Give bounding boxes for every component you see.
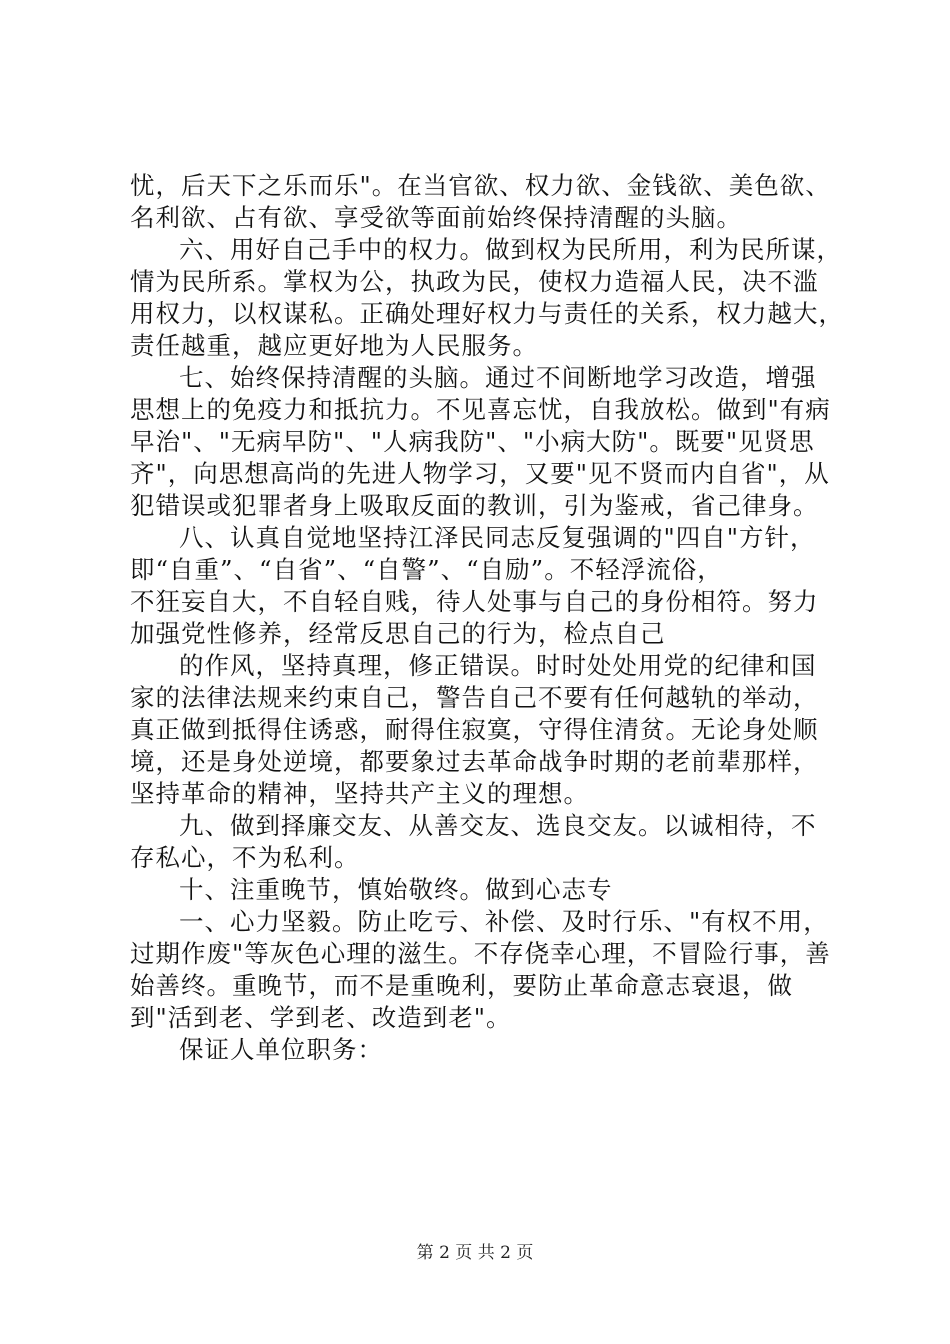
text-line-17: 家的法律法规来约束自己，警告自己不要有任何越轨的举动，: [130, 683, 819, 712]
text-line-18: 真正做到抵得住诱惑，耐得住寂寞，守得住清贫。无论身处顺: [130, 715, 819, 744]
text-line-24: 一、心力坚毅。防止吃亏、补偿、及时行乐、"有权不用，: [179, 907, 829, 936]
text-line-11: 犯错误或犯罪者身上吸取反面的教训，引为鉴戒，省己律身。: [130, 491, 819, 520]
text-line-28: 保证人单位职务：: [179, 1035, 383, 1064]
text-line-27: 到"活到老、学到老、改造到老"。: [130, 1003, 512, 1032]
text-line-13: 即“自重”、“自省”、“自警”、“自励”。不轻浮流俗，: [130, 555, 723, 584]
text-line-16: 的作风，坚持真理，修正错误。时时处处用党的纪律和国: [179, 651, 817, 680]
text-line-8: 思想上的免疫力和抵抗力。不见喜忘忧，自我放松。做到"有病: [130, 395, 831, 424]
text-line-5: 用权力，以权谋私。正确处理好权力与责任的关系，权力越大，: [130, 299, 844, 328]
text-line-21: 九、做到择廉交友、从善交友、选良交友。以诚相待，不: [179, 811, 817, 840]
text-line-26: 始善终。重晚节，而不是重晚利，要防止革命意志衰退，做: [130, 971, 793, 1000]
text-line-7: 七、始终保持清醒的头脑。通过不间断地学习改造，增强: [179, 363, 817, 392]
text-line-6: 责任越重，越应更好地为人民服务。: [130, 331, 538, 360]
text-line-1: 忧，后天下之乐而乐"。在当官欲、权力欲、金钱欲、美色欲、: [130, 171, 831, 200]
text-line-20: 坚持革命的精神，坚持共产主义的理想。: [130, 779, 589, 808]
text-line-12: 八、认真自觉地坚持江泽民同志反复强调的"四自"方针，: [179, 523, 816, 552]
text-line-2: 名利欲、占有欲、享受欲等面前始终保持清醒的头脑。: [130, 203, 742, 232]
document-body: [130, 170, 844, 1066]
text-line-19: 境，还是身处逆境，都要象过去革命战争时期的老前辈那样，: [130, 747, 819, 776]
text-line-25: 过期作废"等灰色心理的滋生。不存侥幸心理，不冒险行事，善: [130, 939, 831, 968]
text-line-9: 早治"、"无病早防"、"人病我防"、"小病大防"。既要"见贤思: [130, 427, 815, 456]
text-line-14: 不狂妄自大，不自轻自贱，待人处事与自己的身份相符。努力: [130, 587, 819, 616]
text-line-3: 六、用好自己手中的权力。做到权为民所用，利为民所谋，: [179, 235, 842, 264]
text-line-15: 加强党性修养，经常反思自己的行为，检点自己: [130, 619, 666, 648]
text-line-10: 齐"，向思想高尚的先进人物学习，又要"见不贤而内自省"，从: [130, 459, 830, 488]
text-line-22: 存私心，不为私利。: [130, 843, 360, 872]
text-line-4: 情为民所系。掌权为公，执政为民，使权力造福人民，决不滥: [130, 267, 819, 296]
text-line-23: 十、注重晚节，慎始敬终。做到心志专: [179, 875, 613, 904]
page-footer: 第 2 页 共 2 页: [416, 1243, 534, 1263]
